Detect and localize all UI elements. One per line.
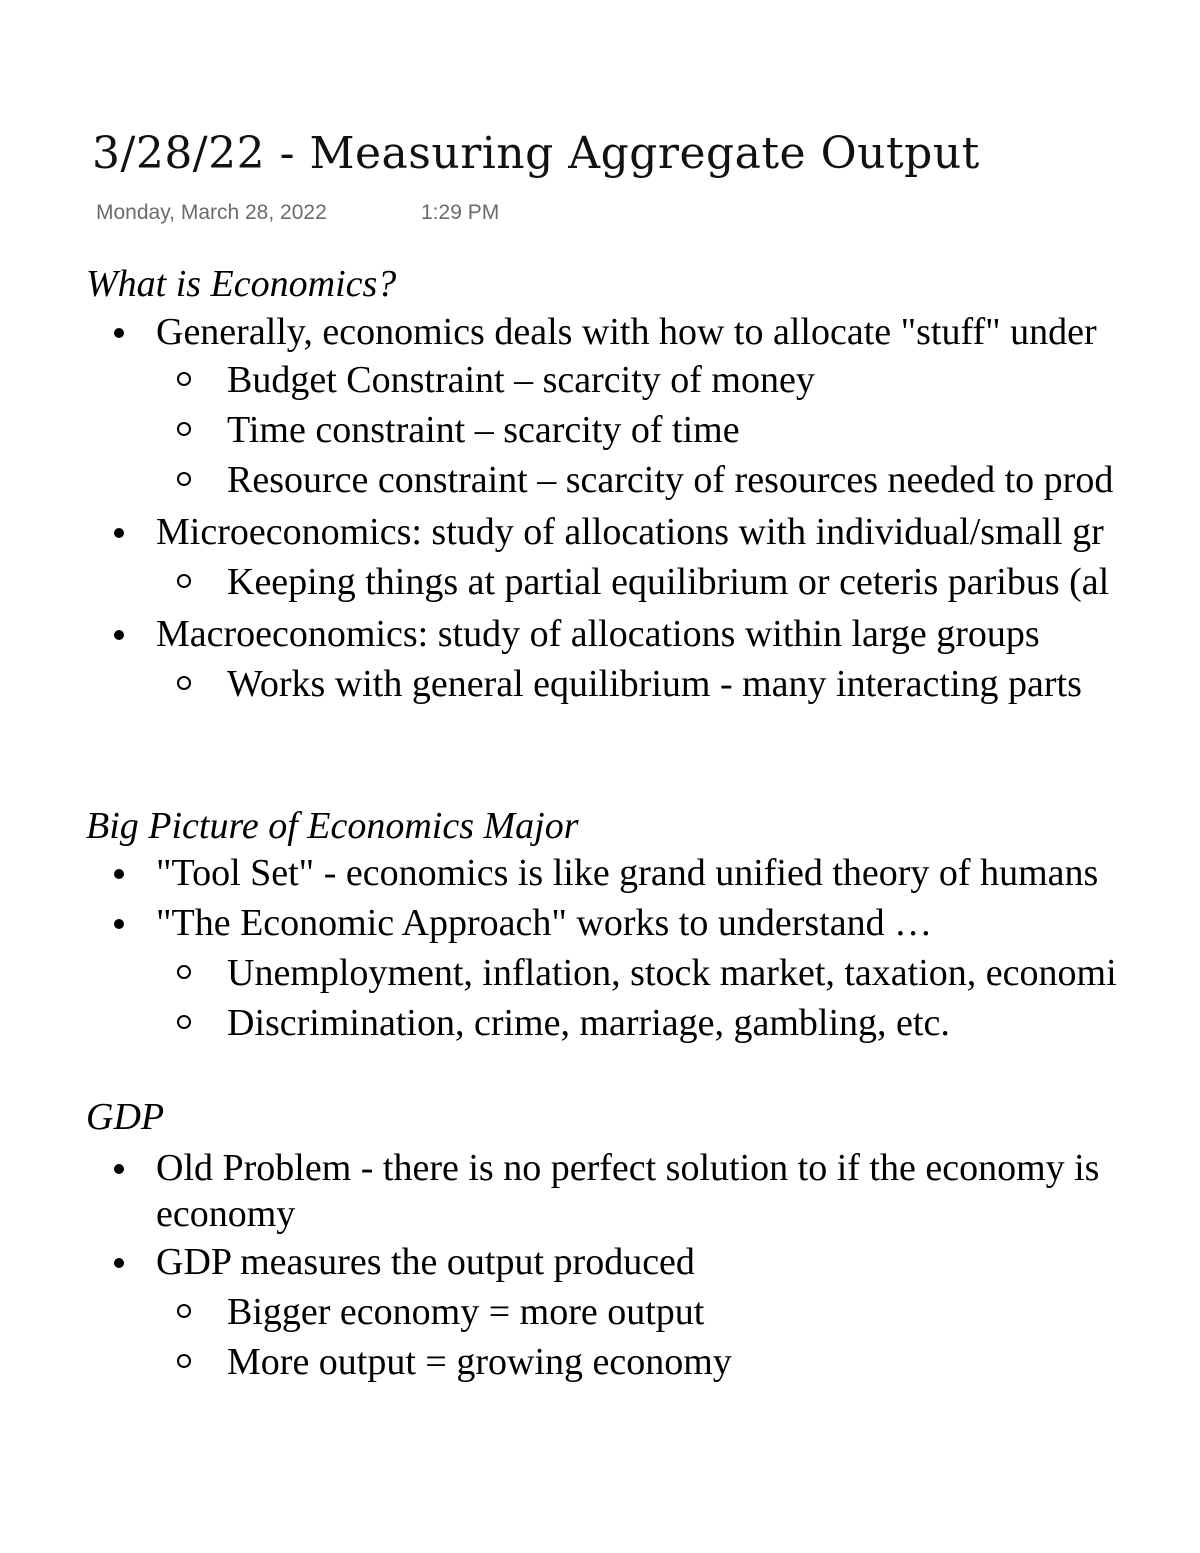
list-item: Bigger economy = more output xyxy=(227,1291,705,1333)
section-heading-big-picture: Big Picture of Economics Major xyxy=(86,805,579,847)
list-item: Macroeconomics: study of allocations within large groups xyxy=(156,613,1040,655)
bullet-icon xyxy=(114,869,124,879)
circle-bullet-icon xyxy=(177,472,191,486)
list-item: Resource constraint – scarcity of resources needed to prod xyxy=(227,459,1114,501)
list-item: Budget Constraint – scarcity of money xyxy=(227,359,815,401)
bullet-icon xyxy=(114,630,124,640)
list-item: Time constraint – scarcity of time xyxy=(227,409,740,451)
list-item: "Tool Set" - economics is like grand unified theory of humans xyxy=(156,852,1099,894)
circle-bullet-icon xyxy=(177,1354,191,1368)
list-item: Works with general equilibrium - many interacting parts xyxy=(227,663,1082,705)
circle-bullet-icon xyxy=(177,1015,191,1029)
list-item: Generally, economics deals with how to allocate "stuff" under xyxy=(156,311,1097,353)
circle-bullet-icon xyxy=(177,372,191,386)
note-date: Monday, March 28, 2022 xyxy=(96,201,327,224)
bullet-icon xyxy=(114,1164,124,1174)
bullet-icon xyxy=(114,328,124,338)
list-item-continuation: economy xyxy=(156,1193,296,1235)
section-heading-gdp: GDP xyxy=(86,1096,165,1138)
note-time: 1:29 PM xyxy=(421,201,500,224)
list-item: Microeconomics: study of allocations with individual/small gr xyxy=(156,511,1104,553)
list-item: Old Problem - there is no perfect solution to if the economy is xyxy=(156,1147,1100,1189)
circle-bullet-icon xyxy=(177,676,191,690)
bullet-icon xyxy=(114,919,124,929)
circle-bullet-icon xyxy=(177,574,191,588)
circle-bullet-icon xyxy=(177,422,191,436)
section-heading-what-is-economics: What is Economics? xyxy=(86,263,397,305)
list-item: "The Economic Approach" works to understand … xyxy=(156,902,933,944)
bullet-icon xyxy=(114,1258,124,1268)
list-item: Keeping things at partial equilibrium or ceteris paribus (al xyxy=(227,561,1110,603)
circle-bullet-icon xyxy=(177,1304,191,1318)
list-item: Discrimination, crime, marriage, gambling, etc. xyxy=(227,1002,950,1044)
list-item: Unemployment, inflation, stock market, taxation, economi xyxy=(227,952,1117,994)
list-item: More output = growing economy xyxy=(227,1341,732,1383)
page-title: 3/28/22 - Measuring Aggregate Output xyxy=(92,128,980,179)
list-item: GDP measures the output produced xyxy=(156,1241,695,1283)
bullet-icon xyxy=(114,528,124,538)
circle-bullet-icon xyxy=(177,965,191,979)
